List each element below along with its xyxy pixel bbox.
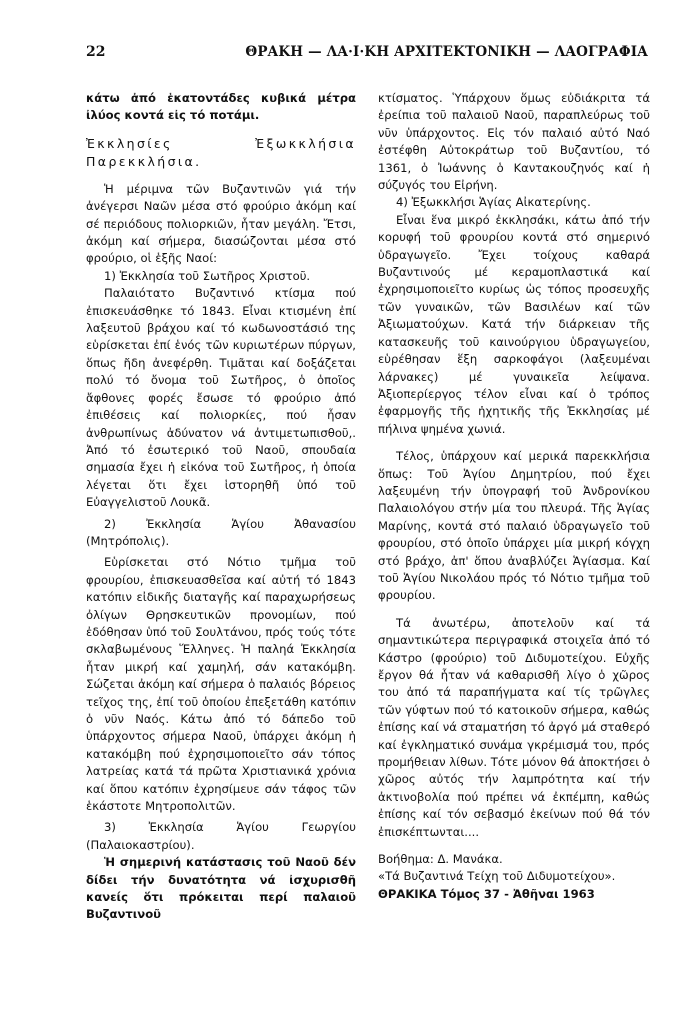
church-heading: 1) Ἐκκλησία τοῦ Σωτῆρος Χριστοῦ. — [104, 268, 311, 283]
paragraph: Εἶναι ἕνα μικρό ἐκκλησάκι, κάτω ἀπό τήν κορυφή τοῦ φρουρίου κοντά στό σημερινό ὑδραγωγεῖο. Ἔχει τοίχους καθαρά Βυζαντινούς μέ κεραμοπλαστικά καί ἐχρησιμοποιεῖτο κυρίως ὡς τόπος προσευχῆς τῶν γυναικῶν, τῶν Βασιλέων καί τῶν Ἀξιωματούχων. Κατά τήν διάρκειαν τῆς κατασκευῆς τοῦ καινούργιου ὑδραγωγείου, εὑρέθησαν ἕξη σαρκοφάγοι (λαξευμέναι λάρνακες) μέ γυναικεῖα λείψανα. Ἀξιοπερίεργος τέλον εἶναι καί ὁ τρόπος ἐφαρμογῆς τῆς ἠχητικῆς τῆς Ἐκκλησίας μέ πήλινα ψημένα χωνιά. — [378, 212, 650, 436]
reference-line: Βοήθημα: Δ. Μανάκα. — [378, 852, 503, 867]
section-heading: Ἐκκλησίες Ἐξωκκλήσια Παρεκκλήσια. — [86, 135, 356, 169]
page-number: 22 — [86, 44, 106, 60]
reference-line: ΘΡΑΚΙΚΑ Τόμος 37 - Ἀθῆναι 1963 — [378, 886, 595, 901]
right-column — [378, 90, 650, 903]
paragraph: Εὑρίσκεται στό Νότιο τμῆμα τοῦ φρουρίου, ἐπισκευασθεῖσα καί αὐτή τό 1843 κατόπιν εἰδικῆς διαταγῆς καί παραχωρήσεως ὀλίγων Θρησκευτικῶν προνομίων, πού ἐδόθησαν ὑπό τοῦ Σουλτάνου, πρός τούς τότε σκλαβωμένους Ἕλληνες. Ἡ παληά Ἐκκλησία ἦταν μικρή καί χαμηλή, σάν κατακόμβη. Σώζεται ἀκόμη καί σήμερα ὁ παλαιός βόρειος τεῖχος της, ἐπί τοῦ ὁποίου ἐπεξετάθη κατόπιν ὁ νῦν Ναός. Κάτω ἀπό τό δάπεδο τοῦ ὑπάρχοντος σήμερα Ναοῦ, ὑπάρχει ἀκόμη ἡ κατακόμβη πού ἐχρησιμοποιεῖτο σάν τόπος λατρείας κατά τά πρῶτα Χριστιανικά χρόνια καί ὅπου κατόπιν ἐχρησίμευε σάν τάφος τῶν ἑκάστοτε Μητροπολιτῶν. — [86, 555, 356, 814]
paragraph: Τά ἀνωτέρω, ἀποτελοῦν καί τά σημαντικώτερα περιγραφικά στοιχεῖα ἀπό τό Κάστρο (φρούριο) τοῦ Διδυμοτείχου. Εὐχῆς ἔργον θά ἦταν νά καθαρισθῆ λίγο ὁ χῶρος του ἀπό τά παραπήγματα καί τίς τρῶγλες τῶν γύφτων πού τό κατοικοῦν σήμερα, καθώς ἐπίσης καί νά σταματήση τό ἀργό μά σταθερό καί ἐγκληματικό συνάμα γκρέμισμά του, πρός προμήθειαν λίθων. Τότε μόνον θά ἀποκτήσει ὁ χῶρος αὐτός τήν λαμπρότητα καί τήν ἀκτινοβολία πού πρέπει νά ἐκπέμπη, καθώς ἐπίσης καί τόν σεβασμό ἐκείνων πού θά τόν ἐπισκέπτωνται.... — [378, 615, 650, 839]
paragraph: Παλαιότατο Βυζαντινό κτίσμα πού ἐπισκευάσθηκε τό 1843. Εἶναι κτισμένη ἐπί λαξευτοῦ βράχου καί τό κωδωνοστάσιό της εὑρίσκεται ἐπί ἑνός τῶν κυριωτέρων πύργων, ὅπως ἤδη ἀνεφέρθη. Τιμᾶται καί δοξάζεται πολύ τό ὄνομα τοῦ Σωτῆρος, ὁ ὁποῖος ἄφθονες φορές ἔσωσε τό φρούριο ἀπό ἐπιθέσεις καί πολιορκίες, πού ἦσαν ἀνθρωπίνως ἀδύνατον νά ἀντιμετωπισθοῦ,. Ἀπό τό ἐσωτερικό τοῦ Ναοῦ, σπουδαία σημασία ἔχει ἡ εἰκόνα τοῦ Σωτῆρος, ἡ ὁποία λέγεται ὅτι ἔχει ἱστορηθῆ ὑπό τοῦ Εὐαγγελιστοῦ Λουκᾶ. — [86, 286, 356, 510]
church-heading: 4) Ἐξωκκλήσι Ἁγίας Αἰκατερίνης. — [396, 195, 591, 210]
paragraph: κτίσματος. Ὑπάρχουν ὅμως εὐδιάκριτα τά ἐρείπια τοῦ παλαιοῦ Ναοῦ, παραπλεύρως τοῦ νῦν ὑπάρχοντος. Εἰς τόν παλαιό αὐτό Ναό ἐστέφθη Αὐτοκράτωρ τοῦ Βυζαντίου, τό 1361, ὁ Ἰωάννης ὁ Καντακουζηνός καί ἡ σύζυγός του Εἰρήνη. — [378, 91, 650, 193]
reference-line: «Τά Βυζαντινά Τείχη τοῦ Διδυμοτείχου». — [378, 869, 616, 884]
left-column — [86, 90, 356, 924]
paragraph: Ἡ σημερινή κατάστασις τοῦ Ναοῦ δέν δίδει τήν δυνατότητα νά ἰσχυρισθῆ κανείς ὅτι πρόκειται περί παλαιοῦ Βυζαντινοῦ — [86, 855, 356, 922]
paragraph: Τέλος, ὑπάρχουν καί μερικά παρεκκλήσια ὅπως: Τοῦ Ἁγίου Δημητρίου, πού ἔχει λαξευμένη τήν ὑπογραφή τοῦ Ἀνδρονίκου Παλαιολόγου στήν μία του πλευρά. Τῆς Ἁγίας Μαρίνης, κοντά στό παλαιό ὑδραγωγεῖο τοῦ φρουρίου, στό ὁποῖο ὑπάρχει μία μικρή κόγχη στό βράχο, ἀπ' ὅπου ἀναβλύζει Ἁγίασμα. Καί τοῦ Ἁγίου Νικολάου πρός τό Νότιο τμῆμα τοῦ φρουρίου. — [378, 449, 650, 603]
church-heading: 3) Ἐκκλησία Ἁγίου Γεωργίου (Παλαιοκαστρίου). — [86, 820, 356, 852]
church-heading: 2) Ἐκκλησία Ἁγίου Ἀθανασίου (Μητρόπολις). — [86, 516, 356, 548]
paragraph: κάτω ἀπό ἑκατοντάδες κυβικά μέτρα ἰλύος κοντά εἰς τό ποτάμι. — [86, 91, 356, 123]
page-header — [86, 44, 648, 64]
references — [378, 851, 650, 903]
paragraph: Ἡ μέριμνα τῶν Βυζαντινῶν γιά τήν ἀνέγερσι Ναῶν μέσα στό φρούριο ἀκόμη καί σέ περιόδους πολιορκιῶν, ἦταν μεγάλη. Ἔτσι, ἀκόμη καί σήμερα, διασώζονται μέσα στό φρούριο, οἱ ἑξῆς Ναοί: — [86, 181, 356, 266]
running-title: ΘΡΑΚΗ — ΛΑ·Ι·ΚΗ ΑΡΧΙΤΕΚΤΟΝΙΚΗ — ΛΑΟΓΡΑΦΙΑ — [245, 44, 648, 60]
